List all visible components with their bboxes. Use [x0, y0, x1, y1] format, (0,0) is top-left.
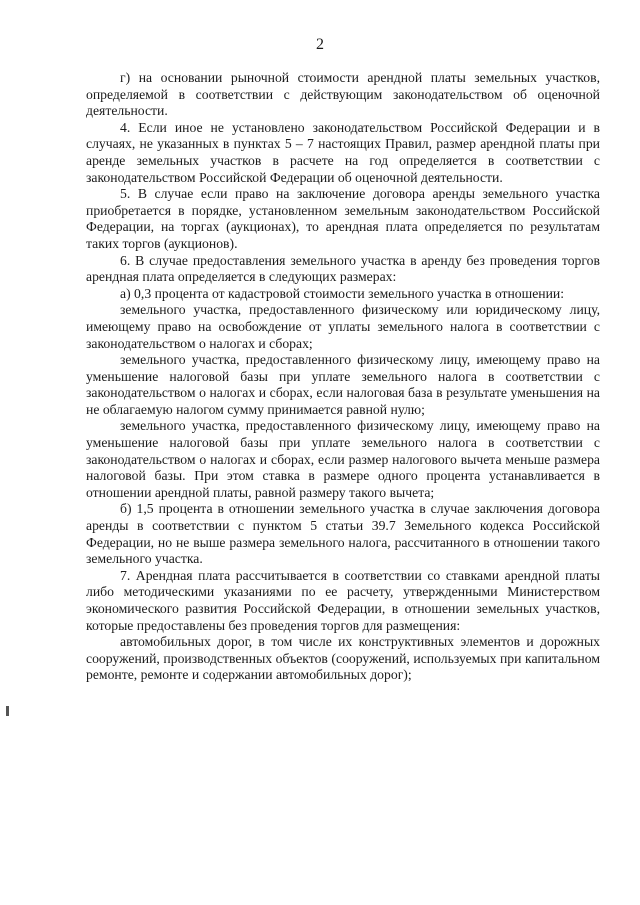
paragraph-6b: б) 1,5 процента в отношении земельного участка в случае заключения договора аренды в соответствии с пунктом 5 статьи 39.7 Земельного кодекса Российской Федерации, но не выше размера земельного налога, рассчитанного в отношении такого земельного участка.: [86, 501, 600, 567]
paragraph-3g: г) на основании рыночной стоимости арендной платы земельных участков, определяемой в соответствии с действующим законодательством об оценочной деятельности.: [86, 70, 600, 119]
scan-margin-mark: [6, 706, 9, 716]
page-number: 2: [316, 36, 324, 53]
document-body: [86, 70, 600, 684]
paragraph-6a-item-2: земельного участка, предоставленного физическому лицу, имеющему право на уменьшение налоговой базы при уплате земельного налога в соответствии с законодательством о налогах и сборах, если налоговая база в результате уменьшения на не облагаемую налогом сумму принимается равной нулю;: [86, 352, 600, 417]
paragraph-7: 7. Арендная плата рассчитывается в соответствии со ставками арендной платы либо методическими указаниями по ее расчету, утвержденными Министерством экономического развития Российской Федерации, в отношении земельных участков, которые предоставлены без проведения торгов для размещения:: [86, 567, 600, 633]
paragraph-7-item-1: автомобильных дорог, в том числе их конструктивных элементов и дорожных сооружений, производственных объектов (сооружений, используемых при капитальном ремонте, ремонте и содержании автомобильных дорог);: [86, 634, 600, 683]
paragraph-4: 4. Если иное не установлено законодательством Российской Федерации и в случаях, не указанных в пунктах 5 – 7 настоящих Правил, размер арендной платы при аренде земельных участков в расчете на год определяется в соответствии с законодательством Российской Федерации об оценочной деятельности.: [86, 119, 600, 185]
paragraph-5: 5. В случае если право на заключение договора аренды земельного участка приобретается в порядке, установленном земельным законодательством Российской Федерации, на торгах (аукционах), то арендная плата определяется по результатам таких торгов (аукционов).: [86, 186, 600, 251]
paragraph-6: 6. В случае предоставления земельного участка в аренду без проведения торгов арендная плата определяется в следующих размерах:: [86, 252, 600, 285]
paragraph-6a-item-1: земельного участка, предоставленного физическому или юридическому лицу, имеющему право на освобождение от уплаты земельного налога в соответствии с законодательством о налогах и сборах;: [86, 302, 600, 351]
paragraph-6a: а) 0,3 процента от кадастровой стоимости земельного участка в отношении:: [120, 285, 565, 301]
paragraph-6a-item-3: земельного участка, предоставленного физическому лицу, имеющему право на уменьшение налоговой базы при уплате земельного налога в соответствии с законодательством о налогах и сборах, если размер налогового вычета меньше размера налоговой базы. При этом ставка в размере одного процента устанавливается в отношении арендной платы, равной размеру такого вычета;: [86, 418, 600, 500]
